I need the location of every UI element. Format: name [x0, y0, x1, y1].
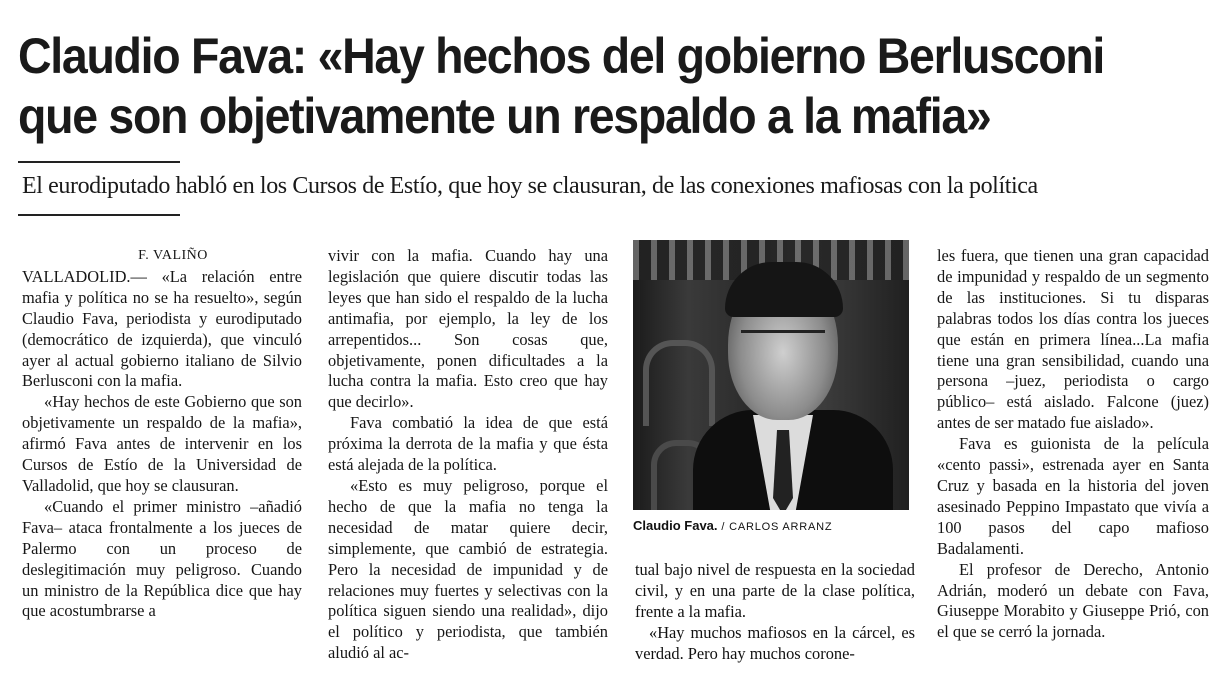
bottom-rule: [18, 214, 180, 216]
headline: [18, 26, 1134, 146]
paragraph: «Hay muchos mafiosos en la cárcel, es verdad. Pero hay muchos corone-: [635, 622, 915, 663]
paragraph: les fuera, que tienen una gran capacidad de impunidad y respaldo de un segmento de las instituciones. Si tu disparas palabras todos los días contra los jueces que están en primera línea...La mafia tiene una gran sensibilidad, cuando una persona –juez, periodista o cargo público– está aislado. Falcone (juez) antes de ser matado fue aislado».: [937, 246, 1209, 433]
paragraph: «Esto es muy peligroso, porque el hecho de que la mafia no tenga la necesidad de matar quiere decir, simplemente, que cambió de estrategia. Pero la necesidad de impunidad y de relaciones muy fuertes y selectivas con la política siguen siendo una realidad», dijo el político y periodista, que también aludió al ac-: [328, 475, 608, 663]
headline-line-1: Claudio Fava: «Hay hechos del gobierno Berlusconi: [18, 28, 1105, 84]
top-rule: [18, 161, 180, 163]
column-3: [635, 560, 915, 665]
paragraph: «Cuando el primer ministro –añadió Fava– ataca frontalmente a los jueces de Palermo con un proceso de deslegitimación muy peligroso. Cuando un ministro de la República dice que hay que acostumbrarse a: [22, 496, 302, 621]
paragraph: «Hay hechos de este Gobierno que son objetivamente un respaldo de la mafia», afirmó Fava antes de intervenir en los Cursos de Estío de la Universidad de Valladolid, que hoy se clausuran.: [22, 392, 302, 495]
paragraph: vivir con la mafia. Cuando hay una legislación que quiere discutir todas las leyes que han sido el respaldo de la lucha antimafia, por ejemplo, la ley de los arrepentidos... Son cosas que, objetivamente, ponen dificultades a la lucha contra la mafia. Esto creo que hay que decirlo».: [328, 246, 608, 412]
photo-caption: [633, 518, 913, 533]
subheadline: El eurodiputado habló en los Cursos de Estío, que hoy se clausuran, de las conexiones mafiosas con la política: [22, 173, 1038, 199]
paragraph: tual bajo nivel de respuesta en la sociedad civil, y en una parte de la clase política, frente a la mafia.: [635, 560, 915, 621]
headline-line-2: que son objetivamente un respaldo a la mafia»: [18, 88, 991, 144]
column-4: [937, 246, 1209, 643]
paragraph: El profesor de Derecho, Antonio Adrián, moderó un debate con Fava, Giuseppe Morabito y Giuseppe Prió, con el que se cerró la jornada.: [937, 559, 1209, 642]
paragraph: VALLADOLID.— «La relación entre mafia y política no se ha resuelto», según Claudio Fava, periodista y eurodiputado (democrático de izquierda), que vinculó ayer al actual gobierno italiano de Silvio Berlusconi con la mafia.: [22, 266, 302, 391]
portrait-photo: [633, 240, 909, 510]
paragraph: Fava combatió la idea de que está próxima la derrota de la mafia y que ésta está alejada de la política.: [328, 413, 608, 475]
column-1: [22, 246, 302, 622]
caption-credit: / CARLOS ARRANZ: [717, 521, 833, 533]
column-2: [328, 246, 608, 664]
paragraph: Fava es guionista de la película «cento passi», estrenada ayer en Santa Cruz y basada en la historia del joven asesinado Peppino Impastato que vivía a 100 pasos del capo mafioso Badalamenti.: [937, 434, 1209, 558]
caption-name: Claudio Fava.: [633, 518, 718, 533]
byline: F. VALIÑO: [138, 248, 208, 263]
